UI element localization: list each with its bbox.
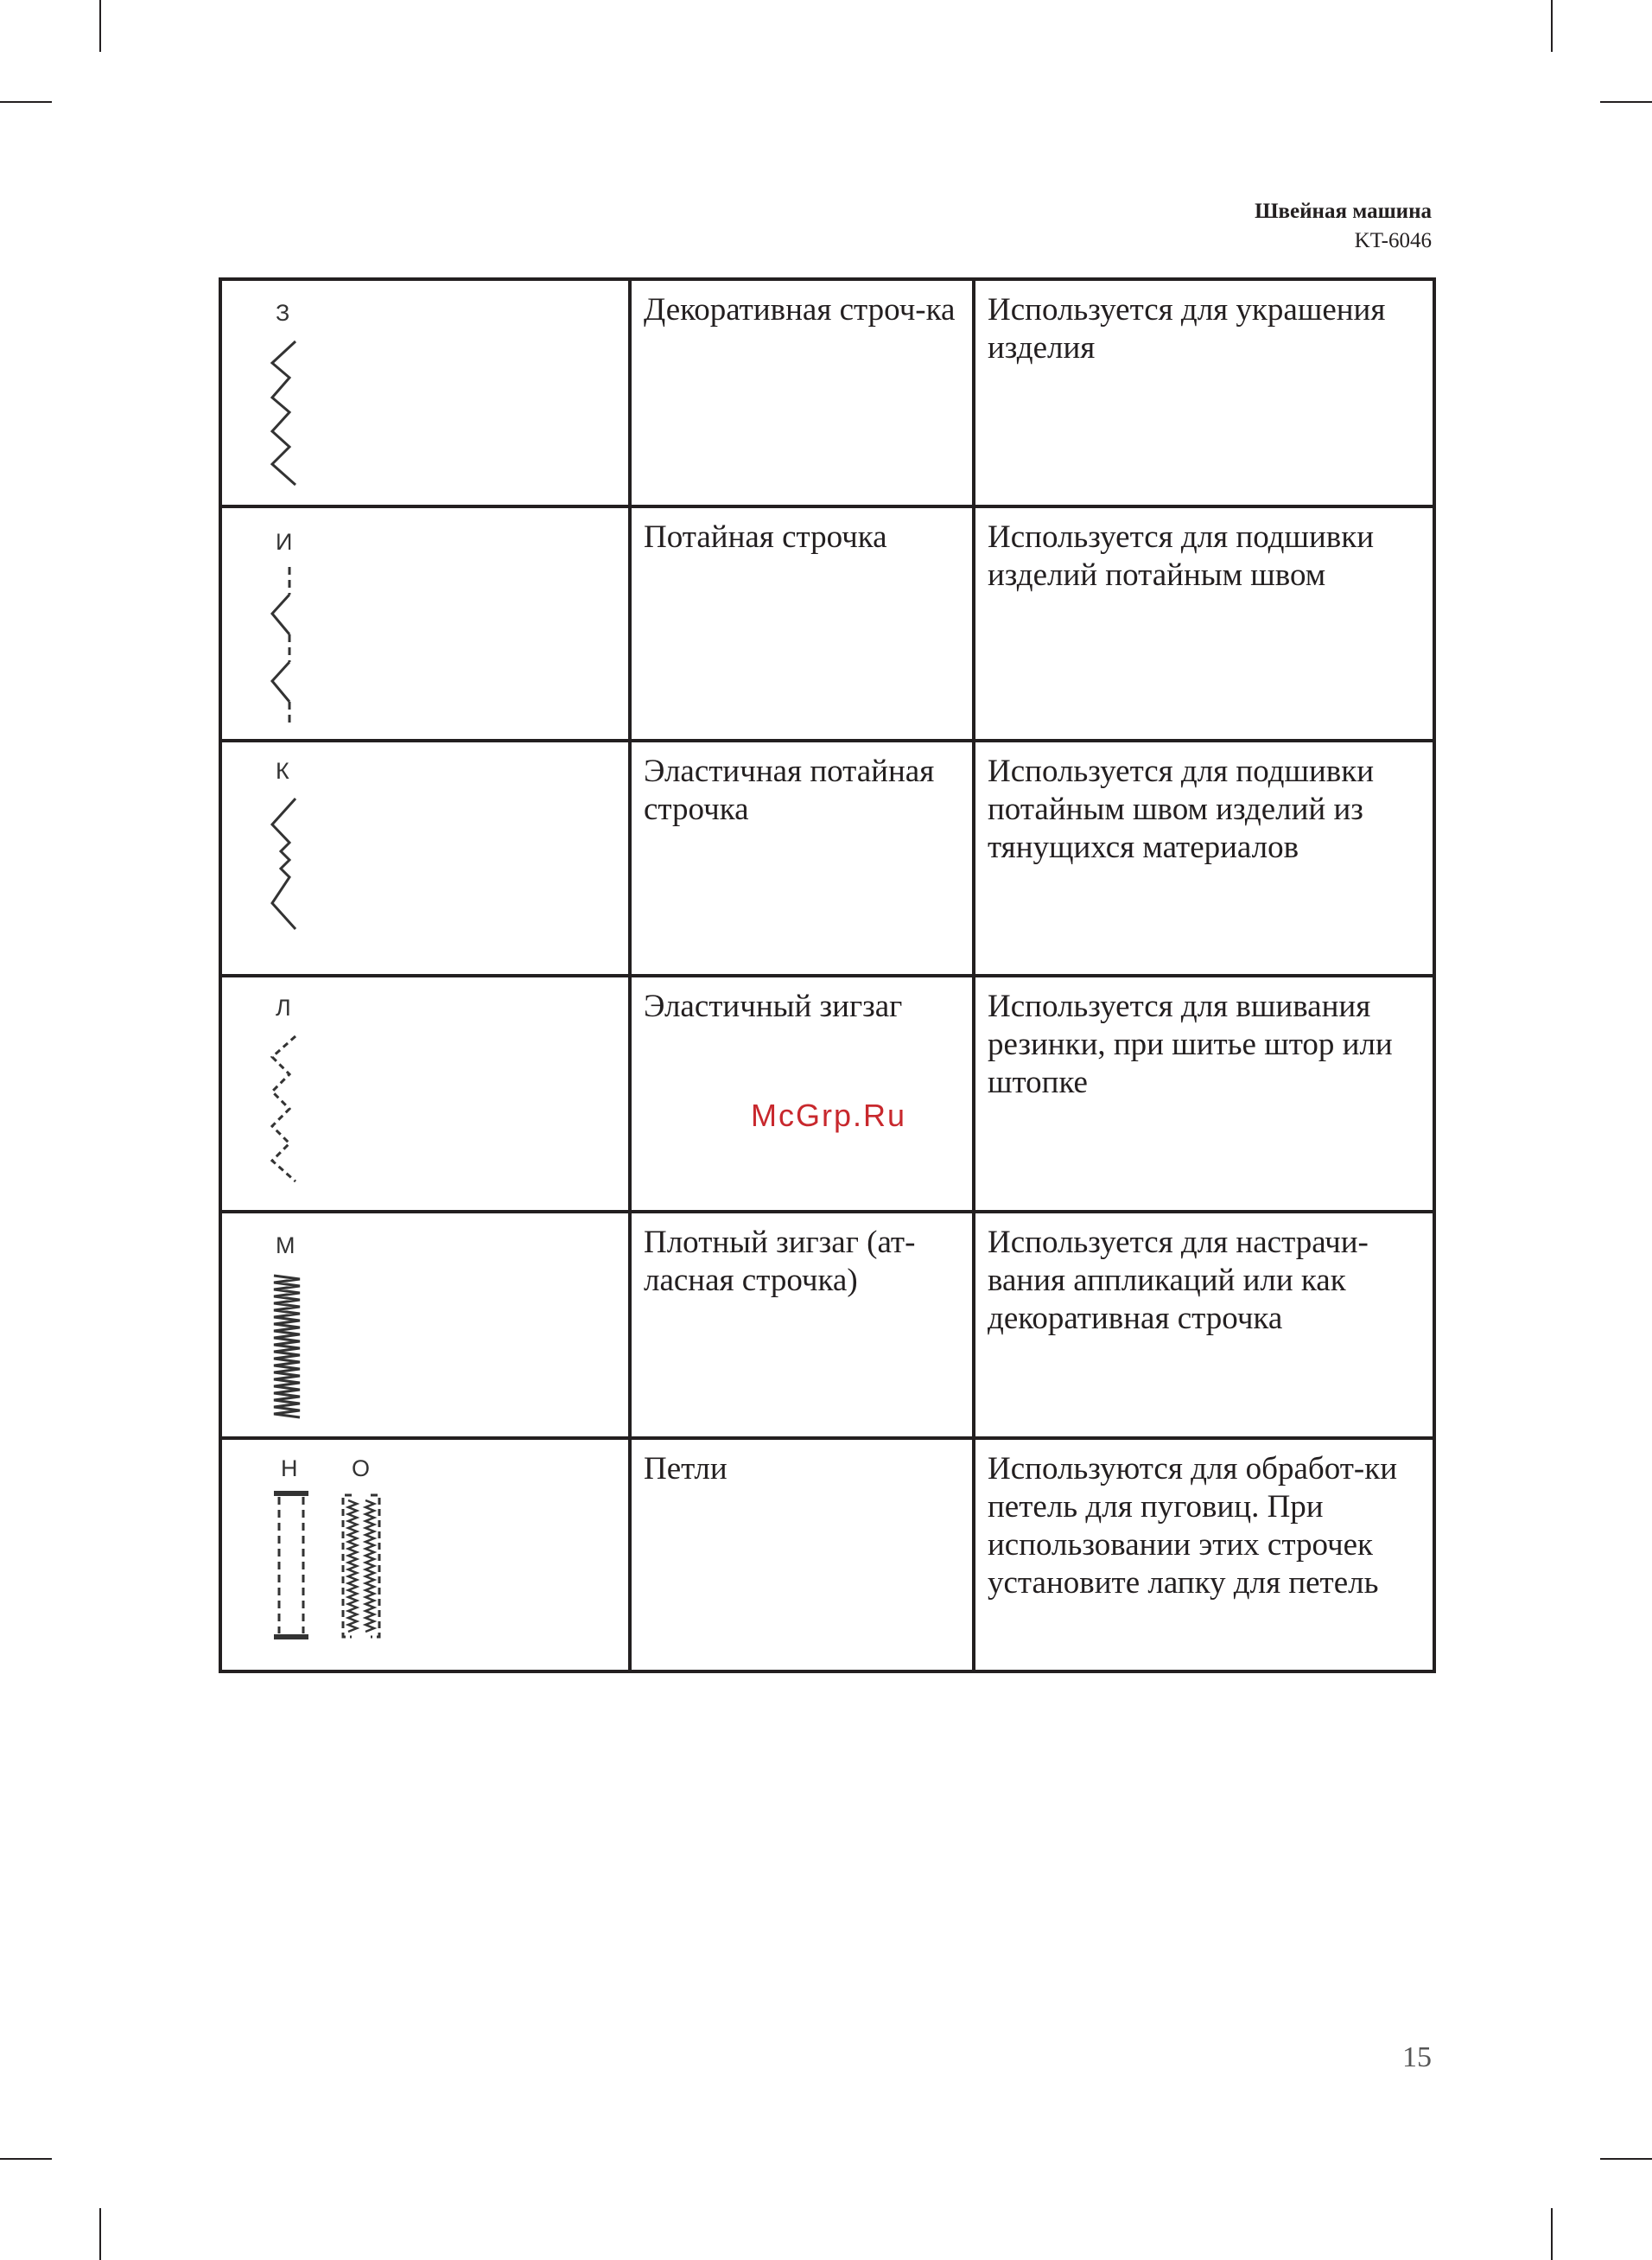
stitch-letter: К	[276, 758, 289, 784]
stitch-name: Плотный зигзаг (ат-ласная строчка)	[630, 1212, 974, 1438]
stitch-description: Используется для подшивки потайным швом изделий из тянущихся материалов	[974, 741, 1434, 976]
stitch-name: Эластичный зигзаг	[630, 976, 974, 1212]
stitch-letter: Н	[281, 1455, 298, 1481]
stitch-letter: З	[276, 300, 290, 326]
stitch-description: Используется для подшивки изделий потайным швом	[974, 506, 1434, 741]
stitch-icon-cell	[220, 506, 630, 741]
header-title: Швейная машина	[1255, 200, 1432, 223]
crop-mark	[99, 2208, 101, 2260]
table-row	[220, 741, 1434, 976]
stitch-name: Эластичная потайная строчка	[630, 741, 974, 976]
stitch-description: Используется для вшивания резинки, при шитье штор или штопке	[974, 976, 1434, 1212]
table-row	[220, 976, 1434, 1212]
buttonhole-icon	[222, 1440, 628, 1671]
stitch-name: Петли	[630, 1438, 974, 1671]
crop-mark	[1600, 101, 1652, 103]
stitch-description: Используются для обработ-ки петель для пуговиц. При использовании этих строчек установите лапку для петель	[974, 1438, 1434, 1671]
table-row	[220, 279, 1434, 506]
decorative-stitch-icon	[222, 281, 628, 506]
table-row	[220, 1212, 1434, 1438]
stitch-icon-cell	[220, 1212, 630, 1438]
stitch-name: Декоративная строч-ка	[630, 279, 974, 506]
table-row	[220, 1438, 1434, 1671]
stitch-icon-cell	[220, 741, 630, 976]
stitch-icon-cell	[220, 279, 630, 506]
crop-mark	[99, 0, 101, 52]
crop-mark	[1600, 2158, 1652, 2160]
stitch-description: Используется для настрачи-вания аппликаций или как декоративная строчка	[974, 1212, 1434, 1438]
elastic-zigzag-icon	[222, 977, 628, 1211]
header-model: KT-6046	[1354, 229, 1432, 252]
crop-mark	[1551, 0, 1553, 52]
crop-mark	[0, 2158, 52, 2160]
elastic-blind-stitch-icon	[222, 742, 628, 976]
watermark: McGrp.Ru	[751, 1098, 907, 1133]
stitch-icon-cell	[220, 1438, 630, 1671]
crop-mark	[1551, 2208, 1553, 2260]
stitch-letter: О	[352, 1455, 371, 1481]
page-number: 15	[1402, 2041, 1432, 2073]
stitch-description: Используется для украшения изделия	[974, 279, 1434, 506]
stitch-name: Потайная строчка	[630, 506, 974, 741]
stitch-letter: М	[276, 1232, 295, 1258]
blind-stitch-icon	[222, 508, 628, 742]
satin-stitch-icon	[222, 1213, 628, 1438]
table-row	[220, 506, 1434, 741]
stitch-table	[219, 277, 1436, 1673]
stitch-letter: И	[276, 529, 293, 555]
crop-mark	[0, 101, 52, 103]
stitch-letter: Л	[276, 995, 291, 1021]
page-header	[1255, 197, 1432, 256]
